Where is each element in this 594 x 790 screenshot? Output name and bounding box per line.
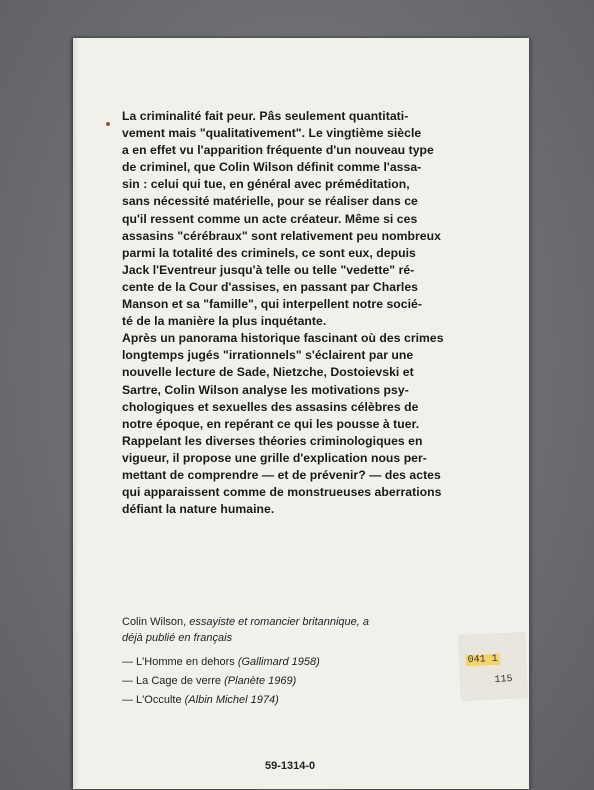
price-sticker xyxy=(459,633,528,701)
blurb-line: qui apparaissent comme de monstrueuses aberrations xyxy=(122,485,442,500)
work-item xyxy=(122,653,472,672)
blurb-line: vement mais "qualitativement". Le vingtième siècle xyxy=(122,126,422,141)
blurb-line: té de la manière la plus inquétante. xyxy=(122,314,327,329)
blurb-line: chologiques et sexuelles des assasins célèbres de xyxy=(122,399,419,414)
blurb-line: défiant la nature humaine. xyxy=(122,502,275,517)
blurb-line: mettant de comprendre — et de prévenir? — des actes xyxy=(122,467,441,482)
book-back-cover xyxy=(73,38,529,789)
blurb-line: Manson et sa "famille", qui interpellent notre socié- xyxy=(122,297,422,312)
work-item xyxy=(122,691,472,710)
blurb-line: Sartre, Colin Wilson analyse les motivations psy- xyxy=(122,382,409,397)
work-title: — L'Occulte xyxy=(122,693,182,706)
blurb-line: nouvelle lecture de Sade, Nietzche, Dostoievski et xyxy=(122,365,414,380)
work-title: — L'Homme en dehors xyxy=(122,655,235,668)
author-description: essayiste et romancier britannique, a xyxy=(189,616,370,628)
ink-dot xyxy=(106,122,110,126)
blurb-line: Après un panorama historique fascinant où des crimes xyxy=(122,331,444,346)
work-publisher: (Planète 1969) xyxy=(224,674,297,687)
work-item xyxy=(122,672,472,691)
blurb-line: sin : celui qui tue, en général avec préméditation, xyxy=(122,177,410,192)
works-list xyxy=(122,653,472,710)
work-publisher: (Albin Michel 1974) xyxy=(184,693,279,706)
blurb-line: parmi la totalité des criminels, ce sont eux, depuis xyxy=(122,245,416,260)
blurb-line: assasins "cérébraux" sont relativement peu nombreux xyxy=(122,228,441,243)
blurb-line: Jack l'Eventreur jusqu'à telle ou telle "vedette" ré- xyxy=(122,262,415,277)
blurb-line: a en effet vu l'apparition fréquente d'un nouveau type xyxy=(122,143,434,158)
work-publisher: (Gallimard 1958) xyxy=(237,655,320,668)
blurb-line: cente de la Cour d'assises, en passant par Charles xyxy=(122,279,418,294)
blurb-line: Rappelant les diverses théories criminologiques en xyxy=(122,433,423,448)
sticker-number: 115 xyxy=(494,674,513,686)
blurb-line: qu'il ressent comme un acte créateur. Même si ces xyxy=(122,211,418,226)
blurb-line: notre époque, en repérant ce qui les pousse à tuer. xyxy=(122,416,420,431)
blurb-text xyxy=(122,108,457,518)
blurb-line: sans nécessité matérielle, pour se réaliser dans ce xyxy=(122,194,418,209)
isbn-number: 59-1314-0 xyxy=(265,760,316,772)
author-description-cont: déjà publié en français xyxy=(122,631,233,644)
sticker-code: 041 1 xyxy=(467,653,498,667)
blurb-line: vigueur, il propose une grille d'explication nous per- xyxy=(122,450,427,465)
author-name: Colin Wilson, xyxy=(122,616,187,628)
blurb-line: longtemps jugés "irrationnels" s'éclairent par une xyxy=(122,348,414,363)
work-title: — La Cage de verre xyxy=(122,674,222,687)
blurb-line: de criminel, que Colin Wilson définit comme l'assa- xyxy=(122,160,422,175)
author-note xyxy=(122,615,472,710)
blurb-line: La criminalité fait peur. Pâs seulement quantitati- xyxy=(122,109,409,123)
